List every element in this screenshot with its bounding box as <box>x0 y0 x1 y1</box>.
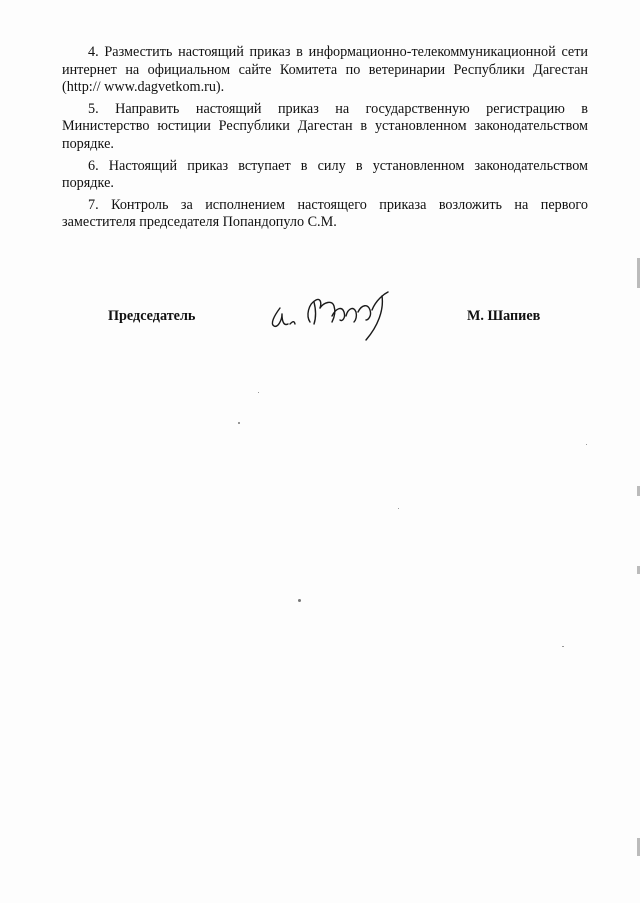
scan-speck <box>586 444 587 445</box>
scan-speck <box>398 508 399 509</box>
handwritten-signature <box>262 286 402 348</box>
signatory-title: Председатель <box>108 308 196 324</box>
paragraph-5: 5. Направить настоящий приказ на государственную регистрацию в Министерство юстиции Республики Дагестан в установленном законодательством порядке. <box>62 100 588 152</box>
signatory-name: М. Шапиев <box>467 308 541 324</box>
scan-speck <box>238 422 240 424</box>
scan-speck <box>562 646 564 647</box>
scan-speck <box>258 392 259 393</box>
paragraph-6: 6. Настоящий приказ вступает в силу в установленном законодательством порядке. <box>62 157 588 192</box>
paragraph-7: 7. Контроль за исполнением настоящего приказа возложить на первого заместителя председателя Попандопуло С.М. <box>62 196 588 231</box>
signature-block <box>0 300 640 360</box>
document-body <box>62 44 588 236</box>
paragraph-4: 4. Разместить настоящий приказ в информационно-телекоммуникационной сети интернет на официальном сайте Комитета по ветеринарии Республики Дагестан (http:// www.dagvetkom.ru). <box>62 44 588 96</box>
scan-speck <box>298 599 301 602</box>
